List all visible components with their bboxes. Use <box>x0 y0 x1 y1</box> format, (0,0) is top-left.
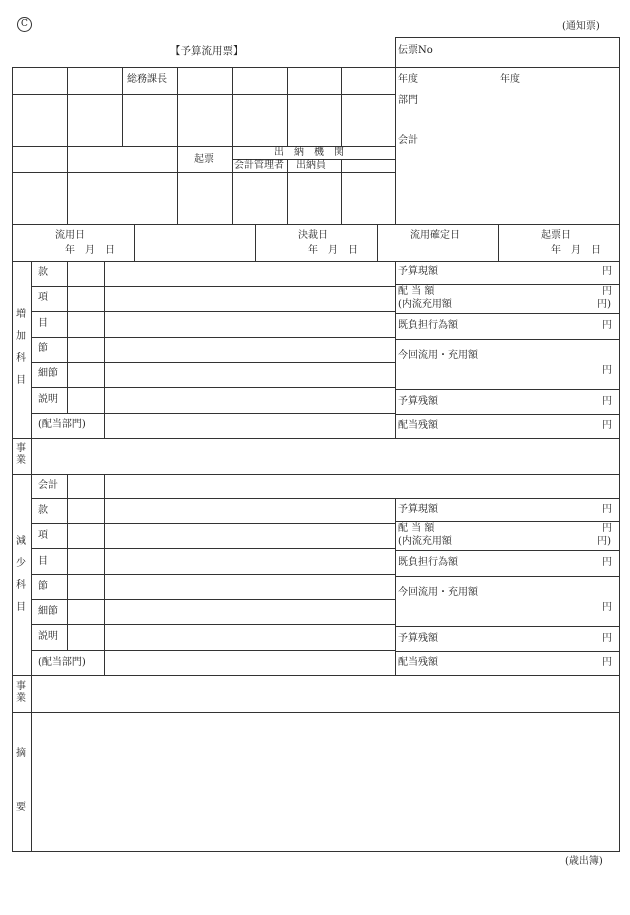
decrease-row-kou: 項 <box>38 530 48 541</box>
dec-alloc-remaining-yen: 円 <box>602 657 612 668</box>
form-title: 【予算流用票】 <box>170 45 244 57</box>
fiscal-year-label-2: 年度 <box>500 74 520 85</box>
summary-label-1: 摘 <box>16 748 26 759</box>
inc-allocated: 配 当 額 <box>398 286 435 297</box>
drafter-label: 起票 <box>194 154 214 165</box>
decrease-row-setsu: 節 <box>38 581 48 592</box>
inc-this-transfer-yen: 円 <box>602 365 612 376</box>
increase-project-label-2: 業 <box>16 455 26 466</box>
slip-no-label: 伝票No <box>398 45 433 56</box>
draft-date-ymd: 年 月 日 <box>551 245 601 256</box>
decrease-project-label-1: 事 <box>16 681 26 692</box>
draft-date-label: 起票日 <box>541 230 571 241</box>
increase-label-3: 科 <box>16 353 26 364</box>
increase-row-setsumei: 説明 <box>38 394 58 405</box>
decision-date-label: 決裁日 <box>298 230 328 241</box>
accounting-manager-label: 会計管理者 <box>234 160 284 171</box>
increase-row-kan: 款 <box>38 267 48 278</box>
chief-label: 総務課長 <box>127 74 167 85</box>
inc-alloc-remaining: 配当残額 <box>398 420 438 431</box>
dec-budget-remaining: 予算残額 <box>398 633 438 644</box>
confirm-date-label: 流用確定日 <box>410 230 460 241</box>
decrease-label-3: 科 <box>16 580 26 591</box>
increase-label-1: 増 <box>16 309 26 320</box>
department-label: 部門 <box>398 95 418 106</box>
decrease-row-setsumei: 説明 <box>38 631 58 642</box>
decrease-row-saisetsu: 細節 <box>38 606 58 617</box>
summary-label-2: 要 <box>16 802 26 813</box>
decrease-label-1: 減 <box>16 536 26 547</box>
inc-internal-transfer-yen: 円) <box>597 299 611 310</box>
increase-alloc-dept: (配当部門) <box>38 419 86 430</box>
dec-this-transfer-yen: 円 <box>602 602 612 613</box>
inc-committed-yen: 円 <box>602 320 612 331</box>
dec-this-transfer: 今回流用・充用額 <box>398 587 478 598</box>
increase-row-saisetsu: 細節 <box>38 368 58 379</box>
decrease-row-kaikei: 会計 <box>38 480 58 491</box>
cashier-label: 出納員 <box>296 160 326 171</box>
increase-row-kou: 項 <box>38 292 48 303</box>
decrease-label-4: 目 <box>16 602 26 613</box>
inc-internal-transfer: (内流充用額 <box>398 299 452 310</box>
dec-alloc-remaining: 配当残額 <box>398 657 438 668</box>
copyright-mark: C <box>17 17 32 32</box>
accounting-label: 会計 <box>398 135 418 146</box>
dec-budget-current: 予算現額 <box>398 504 438 515</box>
inc-budget-remaining: 予算残額 <box>398 396 438 407</box>
decrease-row-moku: 目 <box>38 556 48 567</box>
inc-budget-current-yen: 円 <box>602 266 612 277</box>
dec-budget-remaining-yen: 円 <box>602 633 612 644</box>
decision-date-ymd: 年 月 日 <box>308 245 358 256</box>
dec-allocated-yen: 円 <box>602 523 612 534</box>
dec-internal-transfer-yen: 円) <box>597 536 611 547</box>
dec-committed: 既負担行為額 <box>398 557 458 568</box>
decrease-alloc-dept: (配当部門) <box>38 657 86 668</box>
dec-internal-transfer: (内流充用額 <box>398 536 452 547</box>
inc-budget-remaining-yen: 円 <box>602 396 612 407</box>
notice-label: (通知票) <box>562 21 600 32</box>
decrease-row-kan: 款 <box>38 505 48 516</box>
increase-label-2: 加 <box>16 331 26 342</box>
inc-allocated-yen: 円 <box>602 286 612 297</box>
increase-row-setsu: 節 <box>38 343 48 354</box>
inc-budget-current: 予算現額 <box>398 266 438 277</box>
inc-alloc-remaining-yen: 円 <box>602 420 612 431</box>
transfer-date-label: 流用日 <box>55 230 85 241</box>
inc-this-transfer: 今回流用・充用額 <box>398 350 478 361</box>
increase-row-moku: 目 <box>38 318 48 329</box>
increase-project-label-1: 事 <box>16 443 26 454</box>
transfer-date-ymd: 年 月 日 <box>65 245 115 256</box>
dec-budget-current-yen: 円 <box>602 504 612 515</box>
decrease-label-2: 少 <box>16 558 26 569</box>
fiscal-year-label: 年度 <box>398 74 418 85</box>
footer-label: (歳出簿) <box>565 856 603 867</box>
dec-allocated: 配 当 額 <box>398 523 435 534</box>
decrease-project-label-2: 業 <box>16 693 26 704</box>
dec-committed-yen: 円 <box>602 557 612 568</box>
increase-label-4: 目 <box>16 375 26 386</box>
inc-committed: 既負担行為額 <box>398 320 458 331</box>
cashier-org-label: 出 納 機 関 <box>274 147 344 158</box>
